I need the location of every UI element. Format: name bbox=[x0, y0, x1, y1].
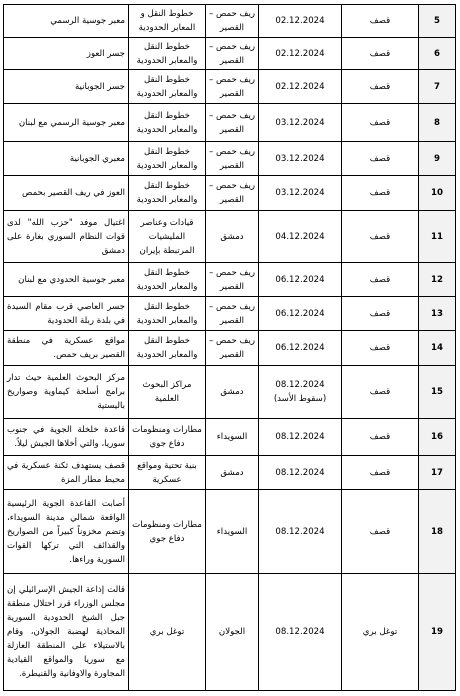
target-description: مركز البحوث العلمية حيث تدار برامج أسلحة كيماوية وصواريخ باليستية bbox=[4, 366, 129, 419]
row-number: 17 bbox=[419, 456, 456, 490]
target-description: معبري الجوبانية bbox=[4, 142, 129, 176]
operation-location: ريف حمص – القصير bbox=[206, 70, 259, 104]
operation-type: قصف bbox=[342, 331, 419, 366]
table-row bbox=[4, 211, 456, 263]
target-category: خطوط النقل والمعابر الحدودية bbox=[129, 263, 206, 297]
operation-date: 03.12.2024 bbox=[259, 104, 342, 142]
operation-location: ريف حمص – القصير bbox=[206, 104, 259, 142]
table-row bbox=[4, 331, 456, 366]
row-number: 13 bbox=[419, 297, 456, 331]
operation-type: قصف bbox=[342, 263, 419, 297]
table-row bbox=[4, 70, 456, 104]
target-category: مراكز البحوث العلمية bbox=[129, 366, 206, 419]
operation-date: 08.12.2024 bbox=[259, 419, 342, 456]
operation-type: قصف bbox=[342, 419, 419, 456]
table-row bbox=[4, 142, 456, 176]
operation-location: ريف حمص – القصير bbox=[206, 38, 259, 70]
operation-type: قصف bbox=[342, 38, 419, 70]
operation-date: 02.12.2024 bbox=[259, 5, 342, 38]
operation-date: 04.12.2024 bbox=[259, 211, 342, 263]
target-description: مواقع عسكرية في منطقة القصير بريف حمص. bbox=[4, 331, 129, 366]
operation-date: 06.12.2024 bbox=[259, 331, 342, 366]
target-description: معبر جوسية الرسمي مع لبنان bbox=[4, 104, 129, 142]
row-number: 14 bbox=[419, 331, 456, 366]
operation-location: السويداء bbox=[206, 419, 259, 456]
operation-date: 06.12.2024 bbox=[259, 297, 342, 331]
operation-location: ريف حمص – القصير bbox=[206, 297, 259, 331]
target-category: مطارات ومنظومات دفاع جوي bbox=[129, 490, 206, 574]
target-category: خطوط النقل والمعابر الحدودية bbox=[129, 70, 206, 104]
target-description: جسر العوز bbox=[4, 38, 129, 70]
row-number: 19 bbox=[419, 574, 456, 691]
target-category: مطارات ومنظومات دفاع جوي bbox=[129, 419, 206, 456]
row-number: 15 bbox=[419, 366, 456, 419]
table-row bbox=[4, 456, 456, 490]
target-description: اغتيال موفد "حزب الله" لدى قوات النظام السوري بغارة على دمشق bbox=[4, 211, 129, 263]
table-row bbox=[4, 297, 456, 331]
table-row bbox=[4, 366, 456, 419]
operation-date: 08.12.2024 bbox=[259, 456, 342, 490]
strikes-table-body bbox=[4, 5, 456, 691]
row-number: 18 bbox=[419, 490, 456, 574]
target-category: بنية تحتية ومواقع عسكرية bbox=[129, 456, 206, 490]
operation-date: 03.12.2024 bbox=[259, 176, 342, 211]
table-row bbox=[4, 176, 456, 211]
target-description: جسر العاصي قرب مقام السيدة في بلدة ربلة الحدودية bbox=[4, 297, 129, 331]
operation-location: دمشق bbox=[206, 211, 259, 263]
operation-location: الجولان bbox=[206, 574, 259, 691]
operation-date: 02.12.2024 bbox=[259, 70, 342, 104]
operation-type: قصف bbox=[342, 211, 419, 263]
table-row bbox=[4, 574, 456, 691]
row-number: 5 bbox=[419, 5, 456, 38]
target-description: أصابت القاعدة الجوية الرئيسية الواقعة شمالي مدينة السويداء، وتضم مخزوناً كبيراً من الصواريخ والقذائف التي تركها القوات السورية وراءها. bbox=[4, 490, 129, 574]
operation-location: ريف حمص – القصير bbox=[206, 263, 259, 297]
target-description: قاعدة خلخلة الجوية في جنوب سوريا، والتي أخلاها الجيش ليلاً. bbox=[4, 419, 129, 456]
target-category: توغل بري bbox=[129, 574, 206, 691]
operation-location: ريف حمص – القصير bbox=[206, 331, 259, 366]
operation-type: قصف bbox=[342, 104, 419, 142]
row-number: 12 bbox=[419, 263, 456, 297]
operation-location: ريف حمص – القصير bbox=[206, 176, 259, 211]
row-number: 10 bbox=[419, 176, 456, 211]
operation-type: قصف bbox=[342, 297, 419, 331]
operation-type: قصف bbox=[342, 456, 419, 490]
operation-location: ريف حمص – القصير bbox=[206, 5, 259, 38]
row-number: 16 bbox=[419, 419, 456, 456]
target-category: قيادات وعناصر المليشيات المرتبطة بإيران bbox=[129, 211, 206, 263]
strikes-table bbox=[3, 4, 456, 691]
row-number: 11 bbox=[419, 211, 456, 263]
table-row bbox=[4, 490, 456, 574]
target-category: خطوط النقل والمعابر الحدودية bbox=[129, 104, 206, 142]
table-row bbox=[4, 263, 456, 297]
operation-type: توغل بري bbox=[342, 574, 419, 691]
target-category: خطوط النقل والمعابر الحدودية bbox=[129, 38, 206, 70]
row-number: 6 bbox=[419, 38, 456, 70]
operation-type: قصف bbox=[342, 70, 419, 104]
operation-location: دمشق bbox=[206, 366, 259, 419]
table-row bbox=[4, 104, 456, 142]
operation-type: قصف bbox=[342, 5, 419, 38]
target-description: العوز في ريف القصير بحمص bbox=[4, 176, 129, 211]
operation-location: السويداء bbox=[206, 490, 259, 574]
target-category: خطوط النقل والمعابر الحدودية bbox=[129, 331, 206, 366]
operation-date: 08.12.2024 bbox=[259, 574, 342, 691]
operation-type: قصف bbox=[342, 366, 419, 419]
operation-location: دمشق bbox=[206, 456, 259, 490]
target-category: خطوط النقل والمعابر الحدودية bbox=[129, 142, 206, 176]
table-row bbox=[4, 5, 456, 38]
target-category: خطوط النقل والمعابر الحدودية bbox=[129, 297, 206, 331]
row-number: 7 bbox=[419, 70, 456, 104]
row-number: 9 bbox=[419, 142, 456, 176]
operation-location: ريف حمص – القصير bbox=[206, 142, 259, 176]
operation-date: 02.12.2024 bbox=[259, 38, 342, 70]
operation-date: 08.12.2024 (سقوط الأسد) bbox=[259, 366, 342, 419]
operation-date: 03.12.2024 bbox=[259, 142, 342, 176]
target-description: قصف يستهدف ثكنة عسكرية في محيط مطار المزة bbox=[4, 456, 129, 490]
target-description: معبر جوسية الرسمي bbox=[4, 5, 129, 38]
target-description: قالت إذاعة الجيش الإسرائيلي إن مجلس الوزراء قرر احتلال منطقة جبل الشيخ الحدودية السورية المحاذية لهضبة الجولان، وقام بالاستيلاء على المنطقة العازلة مع سوريا والمواقع القيادية المجاورة والاوفانية والقنيطرة. bbox=[4, 574, 129, 691]
target-category: خطوط النقل و المعابر الحدودية bbox=[129, 5, 206, 38]
target-description: معبر جوسية الحدودي مع لبنان bbox=[4, 263, 129, 297]
table-row bbox=[4, 419, 456, 456]
operation-date: 06.12.2024 bbox=[259, 263, 342, 297]
operation-date: 08.12.2024 bbox=[259, 490, 342, 574]
operation-type: قصف bbox=[342, 490, 419, 574]
operation-type: قصف bbox=[342, 142, 419, 176]
table-row bbox=[4, 38, 456, 70]
row-number: 8 bbox=[419, 104, 456, 142]
target-category: خطوط النقل والمعابر الحدودية bbox=[129, 176, 206, 211]
target-description: جسر الجوبانية bbox=[4, 70, 129, 104]
operation-type: قصف bbox=[342, 176, 419, 211]
